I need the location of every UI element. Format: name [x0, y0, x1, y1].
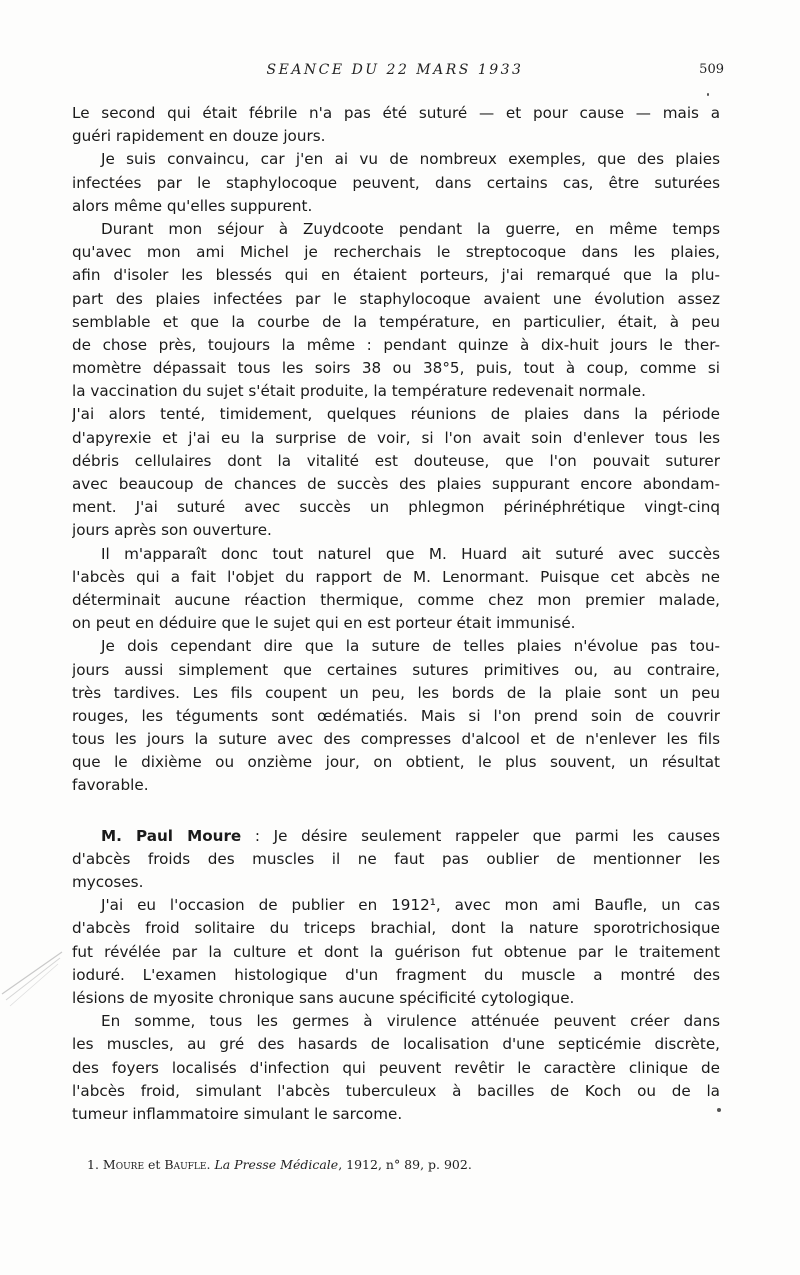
- text-line: de chose près, toujours la même : pendant quinze à dix-huit jours le ther-: [72, 335, 720, 354]
- text-line: on peut en déduire que le sujet qui en est porteur était immunisé.: [72, 614, 576, 633]
- paragraph: [72, 635, 720, 797]
- text-line: En somme, tous les germes à virulence atténuée peuvent créer dans: [101, 1012, 720, 1031]
- text-line: semblable et que la courbe de la température, en particulier, était, à peu: [72, 312, 720, 331]
- text-line: Je suis convaincu, car j'en ai vu de nombreux exemples, que des plaies: [101, 150, 720, 169]
- text-line: favorable.: [72, 776, 149, 795]
- text-line: J'ai alors tenté, timidement, quelques réunions de plaies dans la période: [72, 405, 720, 424]
- paragraph: [72, 218, 720, 404]
- text-line: tous les jours la suture avec des compresses d'alcool et de n'enlever les fils: [72, 730, 720, 749]
- paragraph: [72, 1010, 720, 1126]
- running-header: [60, 62, 730, 86]
- footnote-citation: , 1912, n° 89, p. 902.: [338, 1157, 472, 1172]
- text-line: tumeur inflammatoire simulant le sarcome.: [72, 1104, 403, 1123]
- text-line: ment. J'ai suturé avec succès un phlegmon périnéphrétique vingt-cinq: [72, 498, 720, 517]
- text-line: mycoses.: [72, 873, 144, 891]
- text-run: : Je désire seulement rappeler que parmi les causes: [241, 826, 720, 845]
- text-line: J'ai eu l'occasion de publier en 1912¹, avec mon ami Baufle, un cas: [101, 896, 720, 915]
- text-line: Durant mon séjour à Zuydcoote pendant la guerre, en même temps: [101, 219, 720, 238]
- text-line: très tardives. Les fils coupent un peu, les bords de la plaie sont un peu: [72, 683, 720, 702]
- paragraph: [72, 148, 720, 218]
- text-line: les muscles, au gré des hasards de localisation d'une septicémie discrète,: [72, 1035, 720, 1054]
- text-line: qu'avec mon ami Michel je recherchais le streptocoque dans les plaies,: [72, 243, 720, 262]
- paragraph: [72, 403, 720, 542]
- footnote-journal: La Presse Médicale: [214, 1157, 339, 1172]
- text-line: avec beaucoup de chances de succès des plaies suppurant encore abondam-: [72, 475, 720, 493]
- text-line: déterminait aucune réaction thermique, comme chez mon premier malade,: [72, 590, 720, 609]
- paragraph: [72, 102, 720, 148]
- paragraph: [72, 825, 720, 895]
- session-title: SEANCE DU 22 MARS 1933: [266, 62, 524, 78]
- text-line: ioduré. L'examen histologique d'un fragment du muscle a montré des: [72, 965, 720, 984]
- text-line: Le second qui était fébrile n'a pas été suturé — et pour cause — mais a: [72, 104, 720, 122]
- text-line: l'abcès froid, simulant l'abcès tuberculeux à bacilles de Koch ou de la: [72, 1081, 720, 1100]
- article-body: [72, 102, 720, 1126]
- text-line: débris cellulaires dont la vitalité est douteuse, que l'on pouvait suturer: [72, 451, 720, 470]
- page-number: 509: [699, 62, 724, 77]
- footnote-conjunction: et: [144, 1157, 165, 1172]
- text-line: alors même qu'elles suppurent.: [72, 196, 313, 215]
- footnote-number: 1.: [87, 1157, 99, 1172]
- text-line: que le dixième ou onzième jour, on obtient, le plus souvent, un résultat: [72, 753, 720, 772]
- text-line: afin d'isoler les blessés qui en étaient porteurs, j'ai remarqué que la plu-: [72, 266, 720, 285]
- speaker-name: M. Paul Moure: [101, 826, 242, 845]
- text-line: la vaccination du sujet s'était produite, la température redevenait normale.: [72, 382, 646, 401]
- text-line: d'abcès froid solitaire du triceps brachial, dont la nature sporotrichosique: [72, 919, 720, 938]
- margin-dot-mark: [707, 93, 709, 96]
- text-line: jours après son ouverture.: [72, 521, 272, 540]
- text-line: guéri rapidement en douze jours.: [72, 127, 326, 146]
- footnote-author: Moure: [102, 1157, 145, 1172]
- text-line: Il m'apparaît donc tout naturel que M. Huard ait suturé avec succès: [101, 544, 720, 563]
- text-line: Je dois cependant dire que la suture de telles plaies n'évolue pas tou-: [101, 637, 720, 656]
- text-line: momètre dépassait tous les soirs 38 ou 38°5, puis, tout à coup, comme si: [72, 359, 720, 378]
- text-line: fut révélée par la culture et dont la guérison fut obtenue par le traitement: [72, 942, 720, 961]
- text-line: d'abcès froids des muscles il ne faut pas oublier de mentionner les: [72, 849, 720, 868]
- text-line: rouges, les téguments sont œdématiés. Mais si l'on prend soin de couvrir: [72, 706, 720, 725]
- text-line: infectées par le staphylocoque peuvent, dans certains cas, être suturées: [72, 173, 720, 192]
- text-line: l'abcès qui a fait l'objet du rapport de M. Lenormant. Puisque cet abcès ne: [72, 567, 720, 586]
- paragraph: [72, 894, 720, 1010]
- text-line: des foyers localisés d'infection qui peuvent revêtir le caractère clinique de: [72, 1058, 720, 1077]
- section-gap: [72, 798, 720, 825]
- text-line: jours aussi simplement que certaines sutures primitives ou, au contraire,: [72, 660, 720, 679]
- text-line: [72, 825, 720, 848]
- margin-scratch-mark: [0, 950, 66, 1010]
- text-line: lésions de myosite chronique sans aucune spécificité cytologique.: [72, 988, 575, 1007]
- footnote: [87, 1157, 727, 1172]
- margin-dot-mark: [717, 1108, 721, 1112]
- text-line: part des plaies infectées par le staphylocoque avaient une évolution assez: [72, 289, 720, 308]
- text-line: d'apyrexie et j'ai eu la surprise de voir, si l'on avait soin d'enlever tous les: [72, 428, 720, 447]
- footnote-author: Baufle.: [164, 1157, 211, 1172]
- paragraph: [72, 543, 720, 636]
